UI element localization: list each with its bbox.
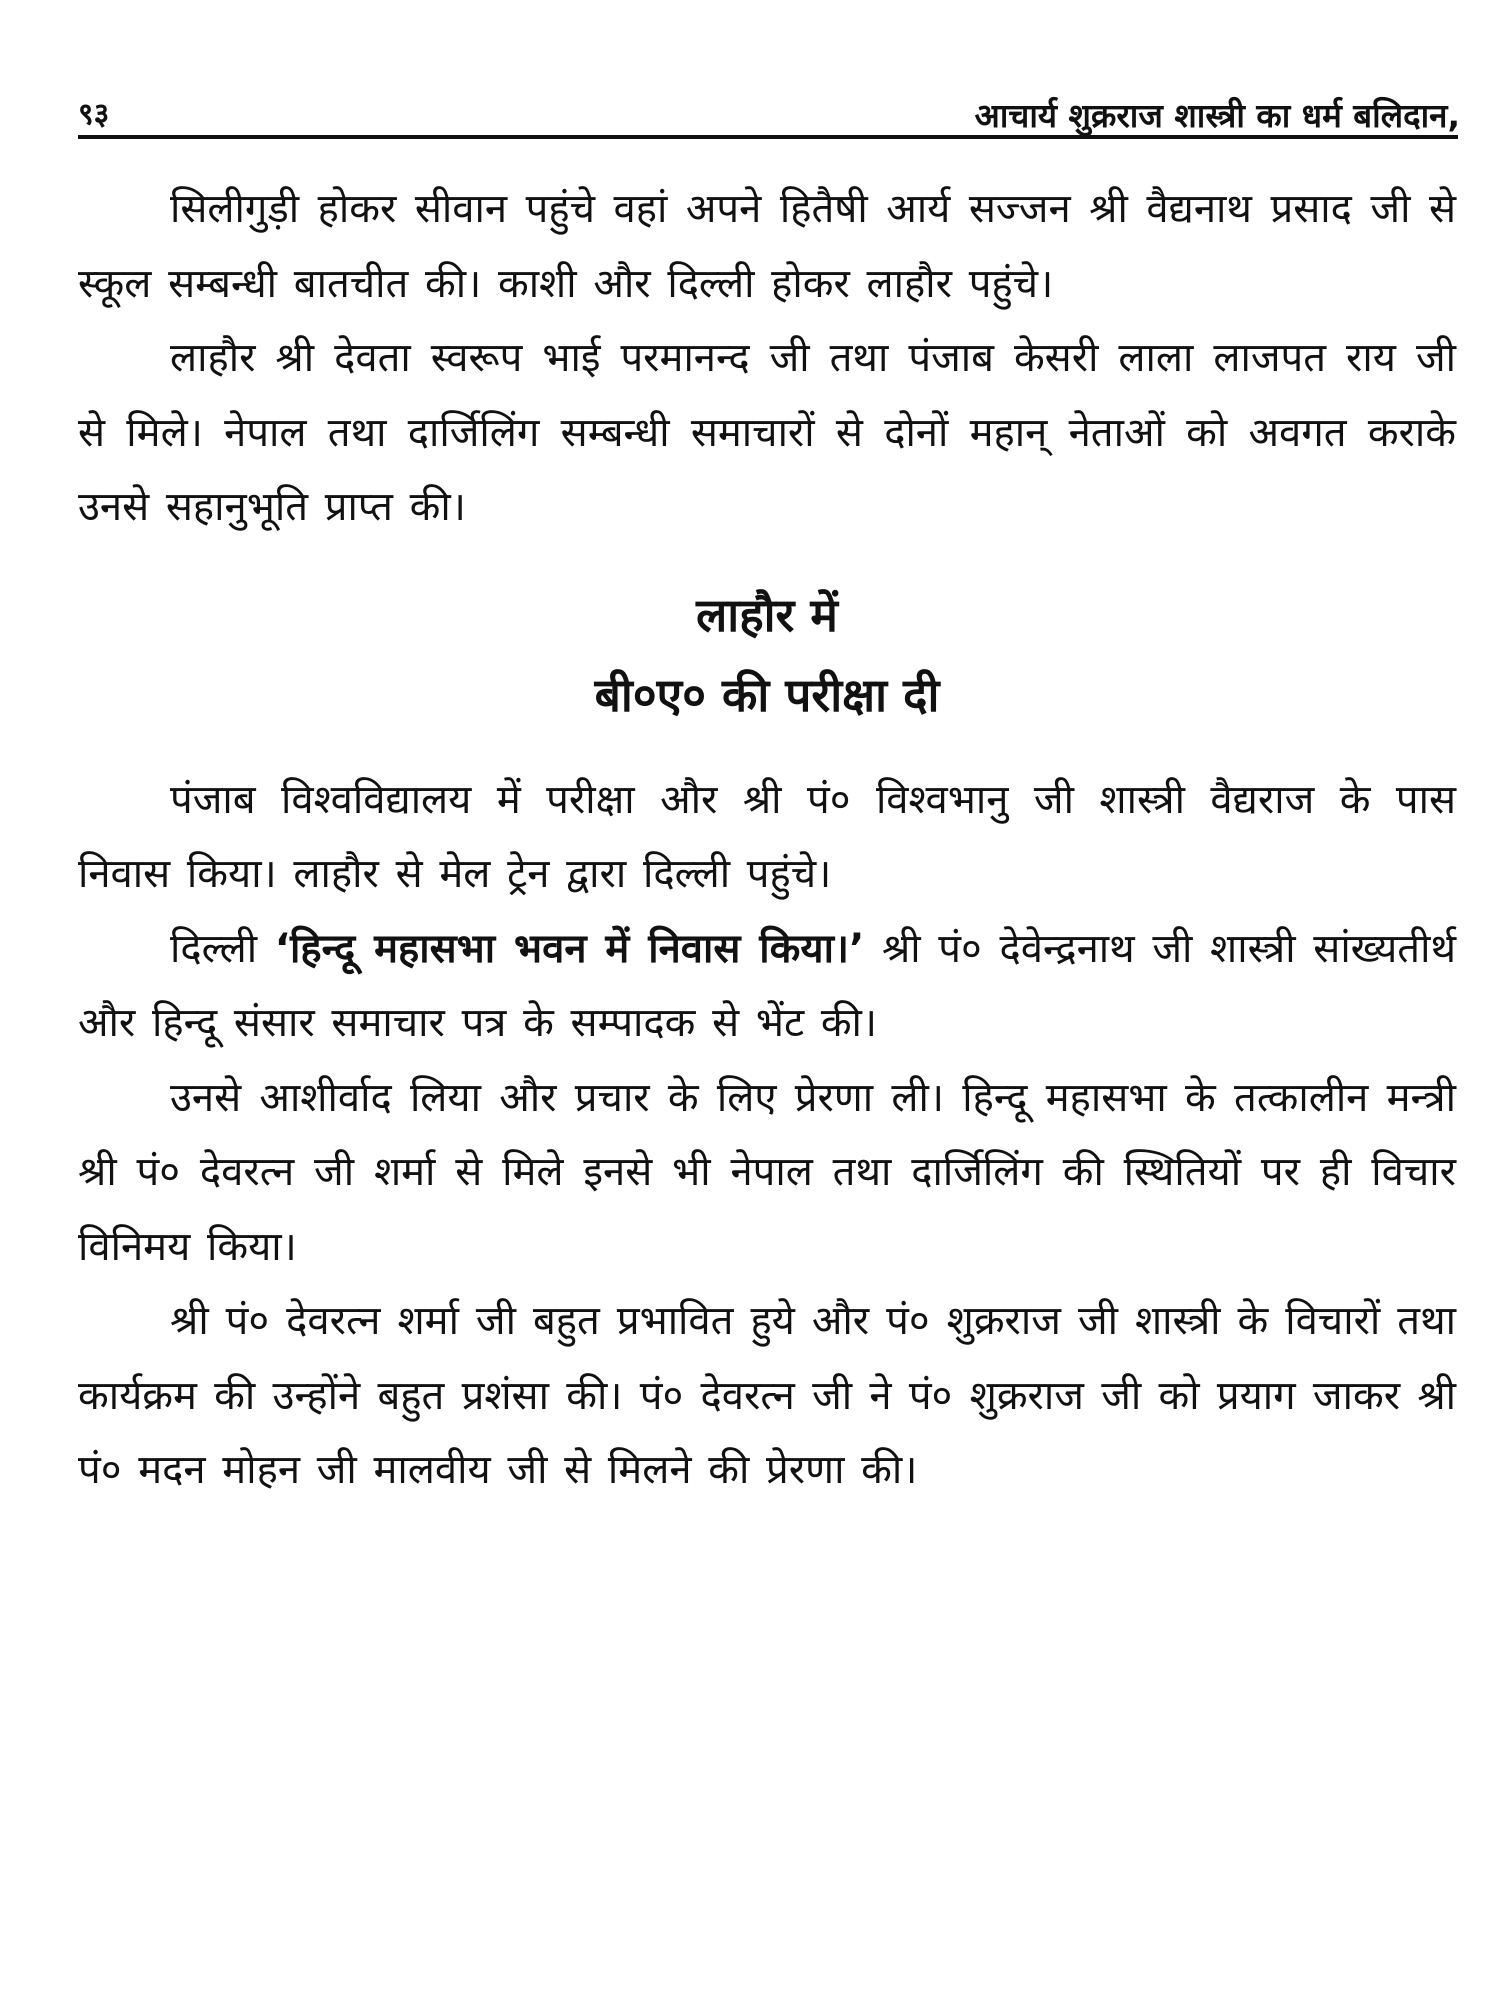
paragraph: उनसे आशीर्वाद लिया और प्रचार के लिए प्रेरणा ली। हिन्दू महासभा के तत्कालीन मन्त्री श्री पं० देवरत्न जी शर्मा से मिले इनसे भी नेपाल तथा दार्जिलिंग की स्थितियों पर ही विचार विनिमय किया। xyxy=(78,1074,1456,1270)
paragraph-prefix: दिल्ली xyxy=(170,925,275,972)
page-body xyxy=(78,172,1456,1508)
section-heading-line-1: लाहौर में xyxy=(696,587,838,642)
section-heading xyxy=(78,575,1456,735)
paragraph: लाहौर श्री देवता स्वरूप भाई परमानन्द जी तथा पंजाब केसरी लाला लाजपत राय जी से मिले। नेपाल तथा दार्जिलिंग सम्बन्धी समाचारों से दोनों महान् नेताओं को अवगत कराके उनसे सहानुभूति प्राप्त की। xyxy=(78,335,1456,530)
section-heading-line-2: बी०ए० की परीक्षा दी xyxy=(594,667,940,722)
page-number: ९३ xyxy=(78,97,110,132)
bold-quote: ‘हिन्दू महासभा भवन में निवास किया।’ xyxy=(274,925,865,972)
paragraph-with-bold-quote xyxy=(78,912,1456,1061)
paragraph-suffix: श्री पं० देवेन्द्रनाथ जी शास्त्री सांख्यतीर्थ और हिन्दू संसार समाचार पत्र के सम्पादक से भेंट की। xyxy=(78,925,1457,1046)
running-title: आचार्य शुक्रराज शास्त्री का धर्म बलिदान, xyxy=(974,96,1460,135)
paragraph: पंजाब विश्वविद्यालय में परीक्षा और श्री पं० विश्वभानु जी शास्त्री वैद्यराज के पास निवास किया। लाहौर से मेल ट्रेन द्वारा दिल्ली पहुंचे। xyxy=(78,776,1456,897)
paragraph: सिलीगुड़ी होकर सीवान पहुंचे वहां अपने हितैषी आर्य सज्जन श्री वैद्यनाथ प्रसाद जी से स्कूल सम्बन्धी बातचीत की। काशी और दिल्ली होकर लाहौर पहुंचे। xyxy=(78,186,1456,307)
paragraph: श्री पं० देवरत्न शर्मा जी बहुत प्रभावित हुये और पं० शुक्रराज जी शास्त्री के विचारों तथा कार्यक्रम की उन्होंने बहुत प्रशंसा की। पं० देवरत्न जी ने पं० शुक्रराज जी को प्रयाग जाकर श्री पं० मदन मोहन जी मालवीय जी से मिलने की प्रेरणा की। xyxy=(78,1298,1456,1493)
header-rule xyxy=(78,135,1458,139)
page-header xyxy=(78,92,1460,134)
